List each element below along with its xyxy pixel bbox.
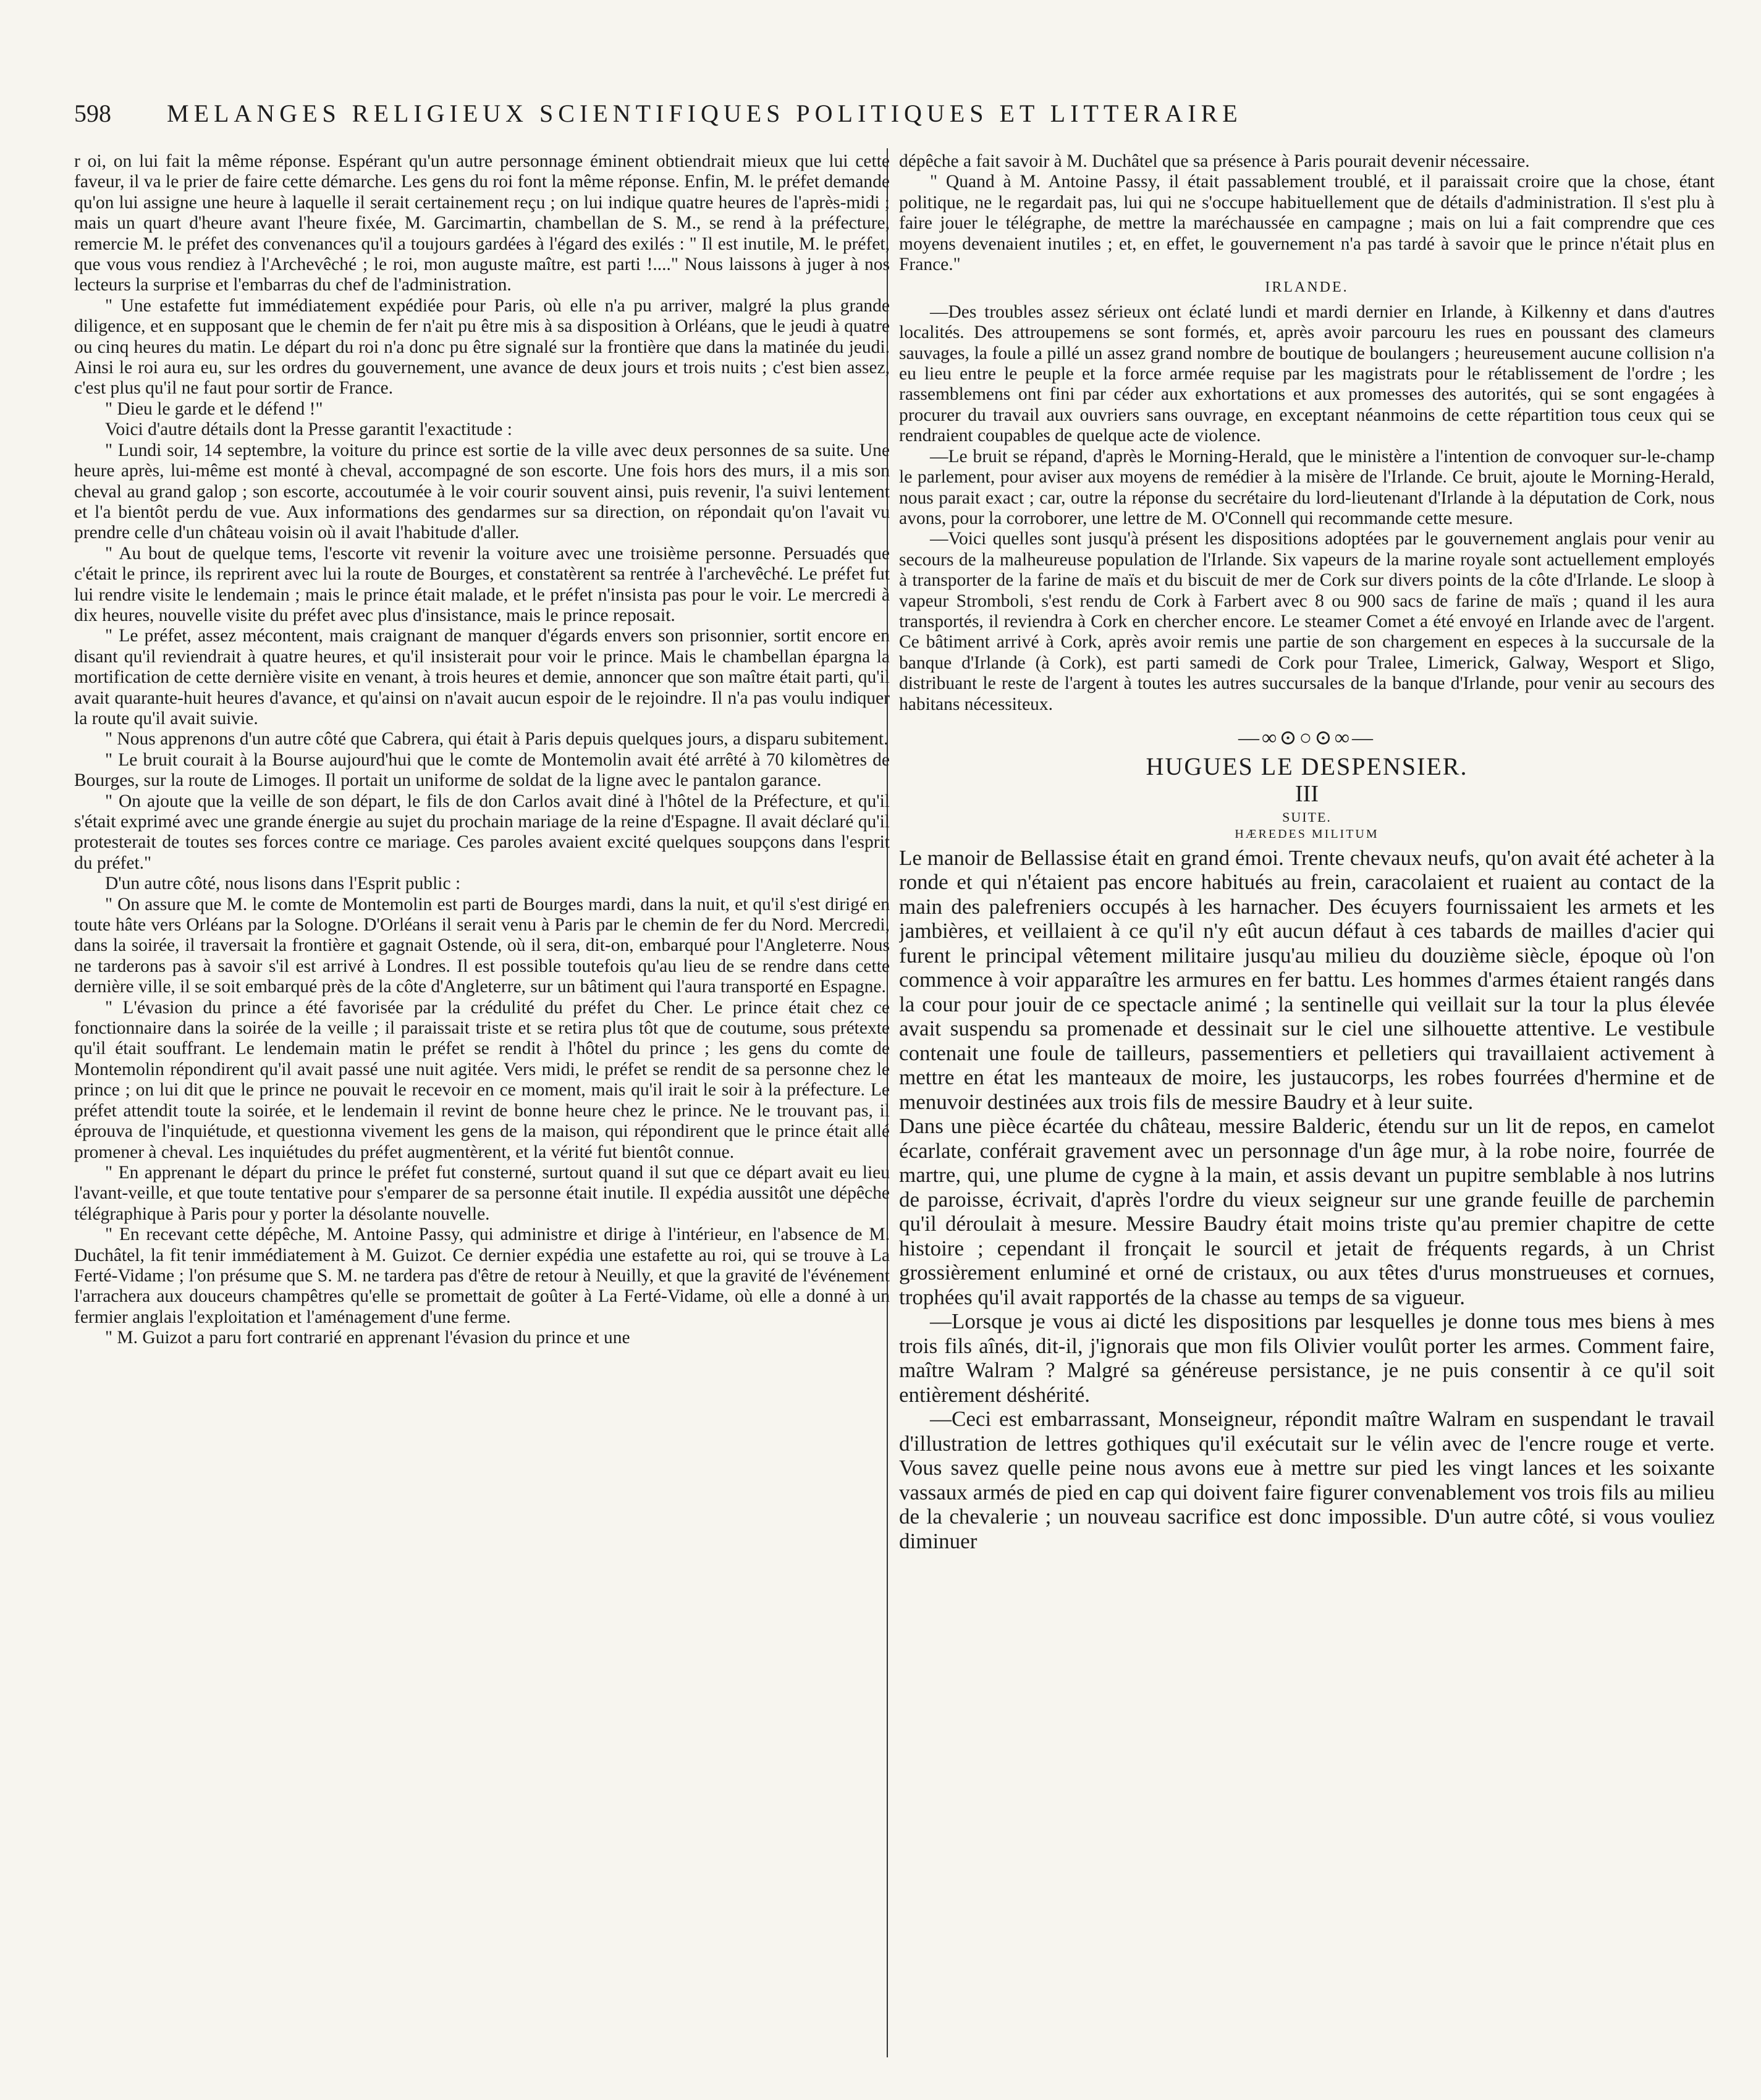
story-suite: SUITE. xyxy=(1282,809,1332,825)
paragraph: —Lorsque je vous ai dicté les dispositions par lesquelles je donne tous mes biens à mes trois fils aînés, dit-il, j'ignorais que mon fils Olivier voulût porter les armes. Comment faire, maître Walram ? Malgré sa généreuse persistance, je ne puis consentir à ce qu'il soit entièrement déshérité. xyxy=(899,1309,1715,1407)
paragraph: " Quand à M. Antoine Passy, il était passablement troublé, et il paraissait croire que la chose, étant politique, ne le regardait pas, lui qui ne s'occupe habituellement que de détails d'administration. Il s'est plu à faire jouer le télégraphe, de mettre la maréchaussée en campagne ; mais on lui a fait comprendre que ces moyens devenaient inutiles ; et, en effet, le gouvernement n'a pas tardé à savoir que le prince n'était plus en France." xyxy=(899,172,1715,275)
paragraph: —Des troubles assez sérieux ont éclaté lundi et mardi dernier en Irlande, à Kilkenny et dans d'autres localités. Des attroupemens se sont formés, et, après avoir parcouru les rues en poussant des clameurs sauvages, la foule a pillé un assez grand nombre de boutique de boulangers ; heureusement aucune collision n'a eu lieu entre le peuple et la force armée requise par les magistrats pour le rétablissement de l'ordre ; les rassemblemens ont fini par céder aux exhortations et aux promesses des autorités, qui se sont engagées à procurer du travail aux ouvriers sans ouvrage, en exceptant néanmoins de cette répartition tous ceux qui se rendraient coupables de quelque acte de violence. xyxy=(899,302,1715,446)
paragraph: " On ajoute que la veille de son départ, le fils de don Carlos avait diné à l'hôtel de la Préfecture, et qu'il s'était exprimé avec une grande énergie au sujet du prochain mariage de la reine d'Espagne. Il avait déclaré qu'il protesterait de toutes ses forces contre ce mariage. Ces paroles avaient excité quelques soupçons dans l'esprit du préfet." xyxy=(74,791,890,873)
page-header xyxy=(74,99,1693,136)
story-chapter: III xyxy=(1295,780,1319,807)
paragraph: Dans une pièce écartée du château, messire Balderic, étendu sur un lit de repos, en camelot écarlate, conférait gravement avec un personnage d'un âge mur, à la robe noire, fourrée de martre, qui, une plume de cygne à la main, et assis devant un pupitre semblable à nos lutrins de paroisse, écrivait, d'après l'ordre du vieux seigneur sur une grande feuille de parchemin qu'il déroulait à mesure. Messire Baudry était moins triste qu'au premier chapitre de cette histoire ; cependant il fronçait le sourcil et jetait de fréquents regards, à un Christ grossièrement enluminé et orné de cristaux, ou aux têtes d'urus monstrueuses et cornues, trophées qu'il avait rapportés de la chasse au temps de sa vigueur. xyxy=(899,1114,1715,1309)
paragraph: " Lundi soir, 14 septembre, la voiture du prince est sortie de la ville avec deux personnes de sa suite. Une heure après, lui-même est monté à cheval, accompagné de son escorte. Une fois hors des murs, il a mis son cheval au grand galop ; son escorte, accoutumée à le voir courir souvent ainsi, puis revenir, l'a suivi lentement et l'a bientôt perdu de vue. Aux informations des gendarmes sur sa direction, on répondait qu'on l'avait vu prendre celle d'un château voisin où il avait l'habitude d'aller. xyxy=(74,440,890,543)
story-title: HUGUES LE DESPENSIER. xyxy=(1146,752,1468,780)
story-subtitle: HÆREDES MILITUM xyxy=(1235,827,1379,841)
running-title: MELANGES RELIGIEUX SCIENTIFIQUES POLITIQUES ET LITTERAIRE xyxy=(167,99,1243,127)
paragraph: " Nous apprenons d'un autre côté que Cabrera, qui était à Paris depuis quelques jours, a disparu subitement. xyxy=(105,729,889,749)
paragraph: " Au bout de quelque tems, l'escorte vit revenir la voiture avec une troisième personne. Persuadés que c'était le prince, ils reprirent avec lui la route de Bourges, et constatèrent sa rentrée à l'archevêché. Le préfet fut lui rendre visite le lendemain ; mais le prince était malade, et le préfet n'insista pas pour le voir. Le mercredi à dix heures, nouvelle visite du préfet avec plus d'insistance, mais le prince reposait. xyxy=(74,543,890,625)
story-body xyxy=(899,846,1715,1554)
paragraph: D'un autre côté, nous lisons dans l'Esprit public : xyxy=(105,874,461,894)
paragraph: —Ceci est embarrassant, Monseigneur, répondit maître Walram en suspendant le travail d'illustration de lettres gothiques qu'il exécutait sur le vélin avec de l'encre rouge et verte. Vous savez quelle peine nous avons eue à mettre sur pied les vingt lances et les soixante vassaux armés de pied en cap qui doivent faire figurer convenablement vos trois fils au milieu de la chevalerie ; un nouveau sacrifice est donc impossible. D'un autre côté, si vous vouliez diminuer xyxy=(899,1407,1715,1553)
paragraph: " En recevant cette dépêche, M. Antoine Passy, qui administre et dirige à l'intérieur, en l'absence de M. Duchâtel, la fit tenir immédiatement à M. Guizot. Ce dernier expédia une estafette au roi, qui se trouve à La Ferté-Vidame ; l'on présume que S. M. ne tardera pas d'être de retour à Neuilly, et que la gravité de l'événement l'arrachera aux douceurs champêtres qu'elle se promettait de goûter à La Ferté-Vidame, où elle a donné à un fermier anglais l'exploitation et l'aménagement d'une ferme. xyxy=(74,1225,890,1327)
paragraph: " M. Guizot a paru fort contrarié en apprenant l'évasion du prince et une xyxy=(105,1328,630,1348)
paragraph: " En apprenant le départ du prince le préfet fut consterné, surtout quand il sut que ce départ avait eu lieu l'avant-veille, et que toute tentative pour s'emparer de sa personne était inutile. Il expédia aussitôt une dépêche télégraphique à Paris pour y porter la désolante nouvelle. xyxy=(74,1162,890,1224)
paragraph: " Le bruit courait à la Bourse aujourd'hui que le comte de Montemolin avait été arrêté à 70 kilomètres de Bourges, sur la route de Limoges. Il portait un uniforme de soldat de la ligne avec le pantalon garance. xyxy=(74,749,890,791)
paragraph: " Le préfet, assez mécontent, mais craignant de manquer d'égards envers son prisonnier, sortit encore en disant qu'il reviendrait à quatre heures, et qu'il insisterait pour voir le prince. Mais le chambellan épargna la mortification de cette dernière visite en venant, à trois heures et demie, annoncer que son maître était parti, qu'il avait quarante-huit heures d'avance, et qu'ainsi on n'avait aucun espoir de le rejoindre. Il n'a pas voulu indiquer la route qu'il avait suivie. xyxy=(74,626,890,728)
left-column xyxy=(74,151,890,2054)
page-number: 598 xyxy=(74,99,111,127)
paragraph: " On assure que M. le comte de Montemolin est parti de Bourges mardi, dans la nuit, et qu'il s'est dirigé en toute hâte vers Orléans par la Sologne. D'Orléans il serait venu à Paris par le chemin de fer du Nord. Mercredi, dans la soirée, il traversait la frontière et gagnait Ostende, où il sera, dit-on, embarqué pour l'Angleterre. Nous ne tarderons pas à savoir s'il est arrivé à Londres. Il est possible toutefois qu'au lieu de se rendre dans cette dernière ville, il se soit embarqué près de la côte d'Angleterre, sur un bâtiment qui l'aura transporté en Espagne. xyxy=(74,894,890,997)
right-column xyxy=(899,151,1715,2054)
paragraph: " Une estafette fut immédiatement expédiée pour Paris, où elle n'a pu arriver, malgré la plus grande diligence, et en supposant que le chemin de fer n'ait pu être mis à sa disposition à Orléans, que le jeudi à quatre ou cinq heures du matin. Le départ du roi n'a donc pu être signalé sur la frontière que dans la matinée du jeudi. Ainsi le roi aura eu, sur les ordres du gouvernement, une avance de deux jours et trois nuits ; c'est bien assez, c'est plus qu'il ne faut pour sortir de France. xyxy=(74,295,890,398)
section-heading: IRLANDE. xyxy=(1265,279,1349,296)
ornament-divider: —∞⊙○⊙∞— xyxy=(1238,726,1375,749)
paragraph: dépêche a fait savoir à M. Duchâtel que sa présence à Paris pourait devenir nécessaire. xyxy=(899,151,1530,171)
paragraph: Le manoir de Bellassise était en grand émoi. Trente chevaux neufs, qu'on avait été acheter à la ronde et qui n'étaient pas encore habitués au frein, caracolaient et ruaient au contact de la main des palefreniers occupés à les harnacher. Des écuyers fournissaient les armets et les jambières, et veillaient à ce qu'il n'y eût aucun défaut à ces tabards de mailles d'acier qui furent le principal vêtement militaire jusqu'au milieu du douzième siècle, époque où l'on commence à voir apparaître les armures en fer battu. Les hommes d'armes étaient rangés dans la cour pour jouir de ce spectacle animé ; la sentinelle qui veillait sur la tour la plus élevée avait suspendu sa promenade et dessinait sur le ciel une silhouette attentive. Le vestibule contenait une foule de tailleurs, passementiers et pelletiers qui travaillaient activement à mettre en état les manteaux de moire, les justaucorps, les robes fourrées d'hermine et de menuvoir destinées aux trois fils de messire Baudry et à leur suite. xyxy=(899,845,1715,1114)
paragraph: r oi, on lui fait la même réponse. Espérant qu'un autre personnage éminent obtiendrait mieux que lui cette faveur, il va le prier de faire cette démarche. Les gens du roi font la même réponse. Enfin, M. le préfet demande qu'on lui assigne une heure à laquelle il serait certainement reçu ; on lui indique quatre heures de l'après-midi ; mais un quart d'heure avant l'heure fixée, M. Garcimartin, chambellan de S. M., se rend à la préfecture, remercie M. le préfet des convenances qu'il a toujours gardées à l'égard des exilés : " Il est inutile, M. le préfet, que vous vous rendiez à l'Archevêché ; le roi, mon auguste maître, est parti !...." Nous laissons à juger à nos lecteurs la surprise et l'embarras du chef de l'administration. xyxy=(74,151,890,295)
paragraph: Voici d'autre détails dont la Presse garantit l'exactitude : xyxy=(105,420,512,440)
paragraph: " L'évasion du prince a été favorisée par la crédulité du préfet du Cher. Le prince était chez ce fonctionnaire dans la soirée de la veille ; il paraissait triste et se retira plus tôt que de coutume, sous prétexte qu'il était souffrant. Le lendemain matin le préfet se rendit à l'hôtel du prince ; les gens du comte de Montemolin répondirent qu'il avait passé une nuit agitée. Vers midi, le préfet se rendit de sa personne chez le prince ; on lui dit que le prince ne pouvait le recevoir en ce moment, mais qu'il irait le soir à la préfecture. Le préfet attendit toute la soirée, et le lendemain il revint de bonne heure chez le prince. Ne le trouvant pas, il éprouva de l'inquiétude, et questionna vivement les gens de la maison, qui répondirent que le prince était allé promener à cheval. Les inquiétudes du préfet augmentèrent, et la vérité fut bientôt connue. xyxy=(74,997,890,1162)
paragraph: —Voici quelles sont jusqu'à présent les dispositions adoptées par le gouvernement anglais pour venir au secours de la malheureuse population de l'Irlande. Six vapeurs de la marine royale sont actuellement employés à transporter de la farine de maïs et du biscuit de mer de Cork sur divers points de la côte d'Irlande. Le sloop à vapeur Stromboli, s'est rendu de Cork à Farbert avec 8 ou 900 sacs de farine de maïs ; quand il les aura transportés, il reviendra à Cork en chercher encore. Le steamer Comet a été envoyé en Irlande avec de l'argent. Ce bâtiment arrivé à Cork, après avoir remis une partie de son chargement en especes à la succursale de la banque d'Irlande (à Cork), est parti samedi de Cork pour Tralee, Limerick, Galway, Wesport et Sligo, distribuant le reste de l'argent à toutes les autres succursales de la banque d'Irlande, pour venir au secours des habitans nécessiteux. xyxy=(899,529,1715,714)
paragraph: " Dieu le garde et le défend !" xyxy=(105,398,323,419)
paragraph: —Le bruit se répand, d'après le Morning-Herald, que le ministère a l'intention de convoquer sur-le-champ le parlement, pour aviser aux moyens de remédier à la misère de l'Irlande. Ce bruit, ajoute le Morning-Herald, nous parait exact ; car, outre la réponse du secrétaire du lord-lieutenant d'Irlande à la députation de Cork, nous avons, pour la corroborer, une lettre de M. O'Connell qui recommande cette mesure. xyxy=(899,446,1715,528)
